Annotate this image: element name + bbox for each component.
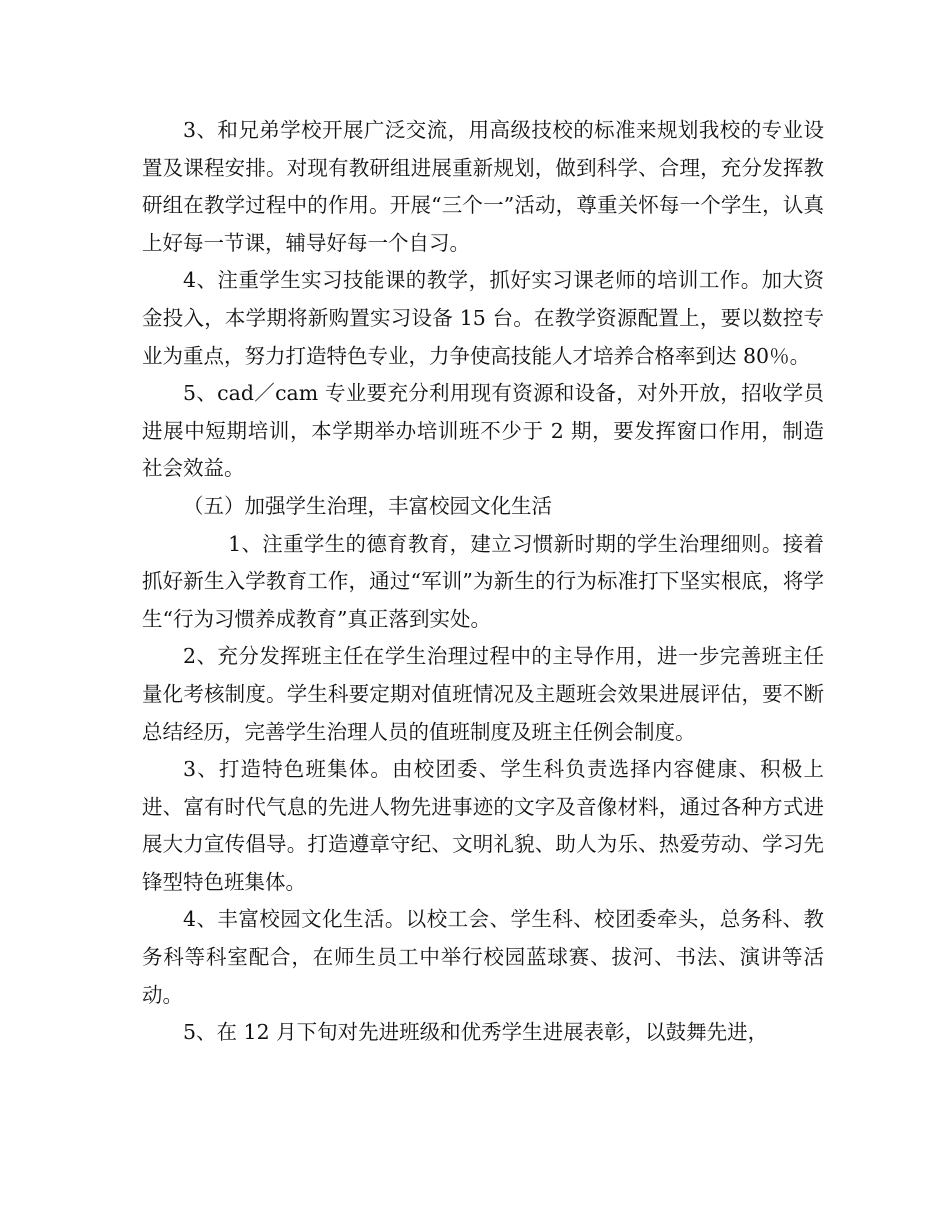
- paragraph-student-item-1: 1、注重学生的德育教育，建立习惯新时期的学生治理细则。接着抓好新生入学教育工作，通过“军训”为新生的行为标准打下坚实根底，将学生“行为习惯养成教育”真正落到实处。: [142, 531, 824, 631]
- paragraph-student-item-4: 4、丰富校园文化生活。以校工会、学生科、校团委牵头，总务科、教务科等科室配合，在师生员工中举行校园蓝球赛、拔河、书法、演讲等活动。: [142, 907, 824, 1007]
- paragraph-student-item-2: 2、充分发挥班主任在学生治理过程中的主导作用，进一步完善班主任量化考核制度。学生科要定期对值班情况及主题班会效果进展评估，要不断总结经历，完善学生治理人员的值班制度及班主任例会制度。: [142, 644, 824, 744]
- paragraph-item-5-cad-cam: 5、cad／cam 专业要充分利用现有资源和设备，对外开放，招收学员进展中短期培训，本学期举办培训班不少于 2 期，要发挥窗口作用，制造社会效益。: [142, 381, 824, 481]
- paragraph-student-item-5: 5、在 12 月下旬对先进班级和优秀学生进展表彰，以鼓舞先进，: [183, 1020, 769, 1045]
- paragraph-student-item-3: 3、打造特色班集体。由校团委、学生科负责选择内容健康、积极上进、富有时代气息的先进人物先进事迹的文字及音像材料，通过各种方式进展大力宣传倡导。打造遵章守纪、文明礼貌、助人为乐、热爱劳动、学习先锋型特色班集体。: [142, 757, 824, 894]
- document-body: [142, 112, 824, 1052]
- paragraph-item-4-practice-skills: 4、注重学生实习技能课的教学，抓好实习课老师的培训工作。加大资金投入，本学期将新购置实习设备 15 台。在教学资源配置上，要以数控专业为重点，努力打造特色专业，力争使高技能人才培养合格率到达 80％。: [142, 268, 824, 368]
- paragraph-item-3-curriculum: 3、和兄弟学校开展广泛交流，用高级技校的标准来规划我校的专业设置及课程安排。对现有教研组进展重新规划，做到科学、合理，充分发挥教研组在教学过程中的作用。开展“三个一”活动，尊重关怀每一个学生，认真上好每一节课，辅导好每一个自习。: [142, 118, 824, 255]
- section-heading-five: （五）加强学生治理，丰富校园文化生活: [183, 493, 552, 518]
